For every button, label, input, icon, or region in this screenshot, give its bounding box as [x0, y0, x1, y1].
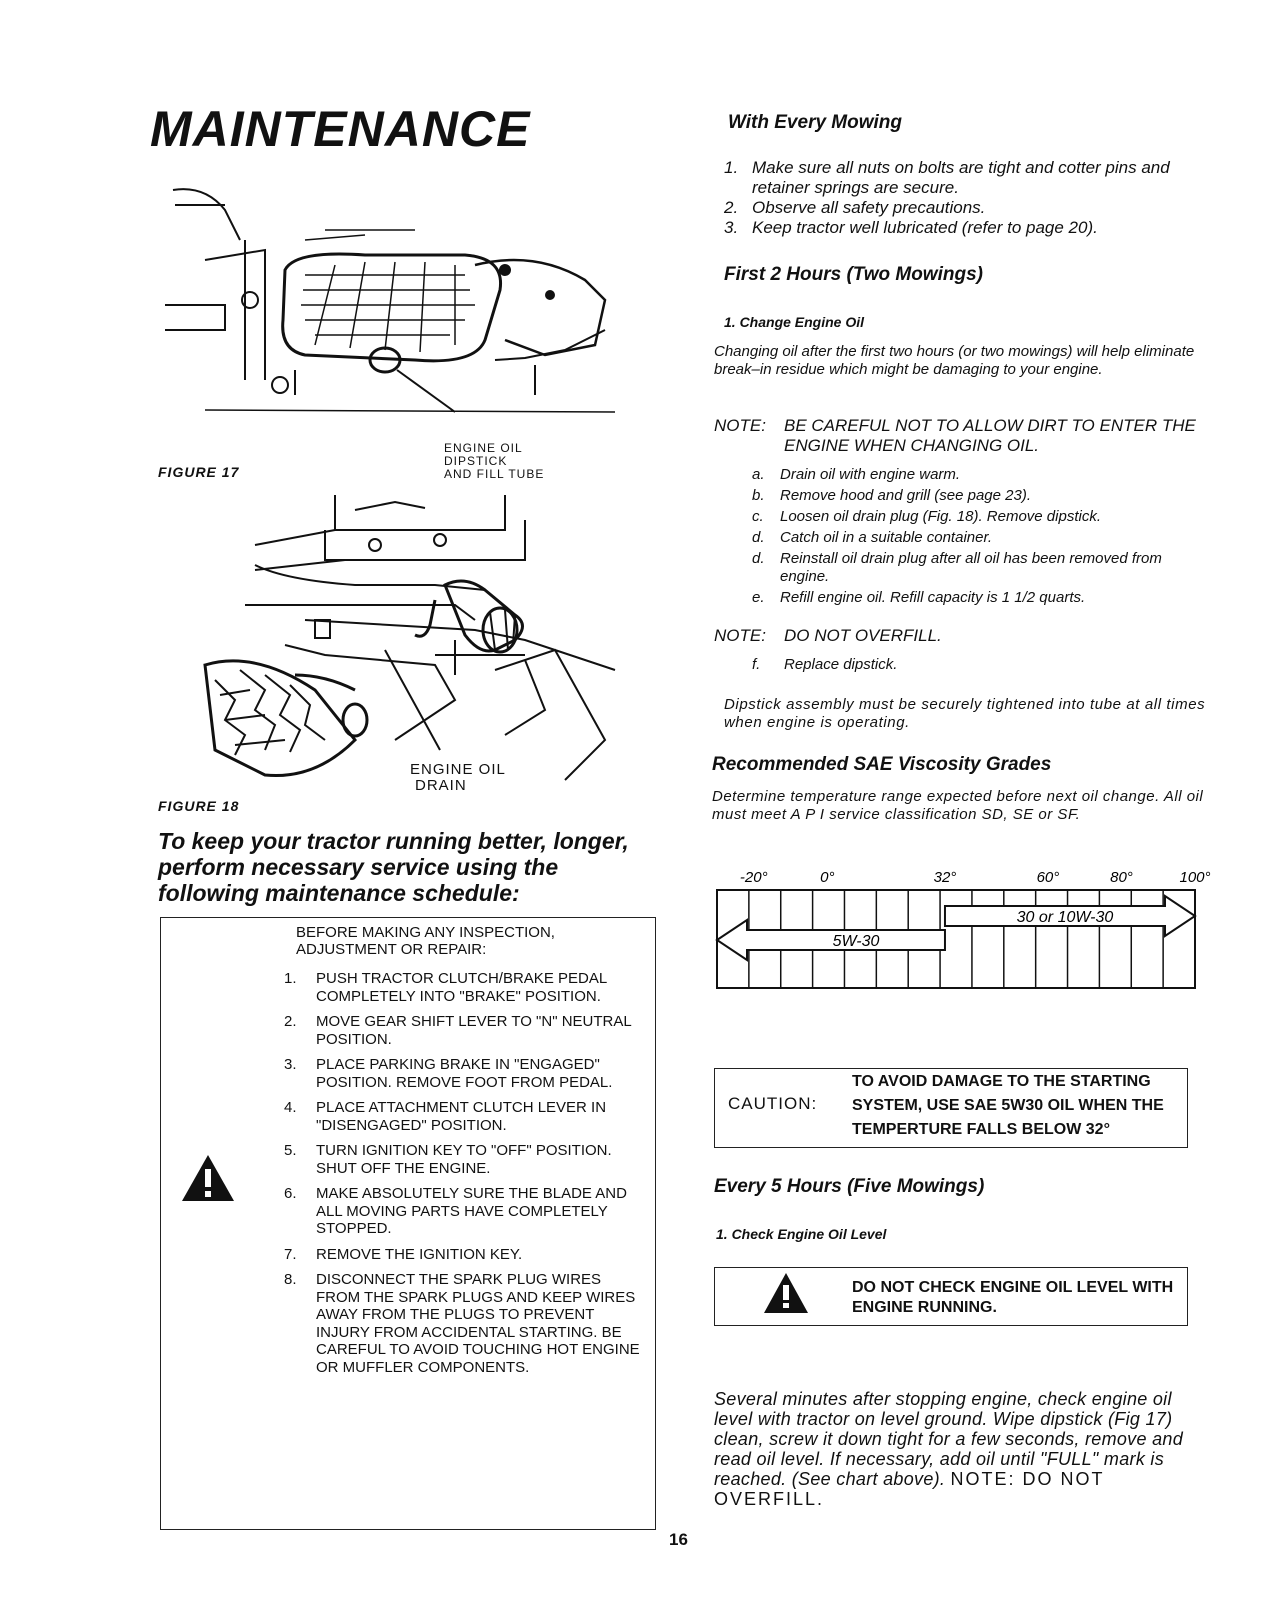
callout-line: ENGINE OIL — [410, 761, 506, 778]
step-text: Reinstall oil drain plug after all oil has been removed from engine. — [780, 550, 1162, 585]
step-text: Drain oil with engine warm. — [780, 466, 961, 483]
note-dirt — [714, 416, 1214, 456]
warning-text: DO NOT CHECK ENGINE OIL LEVEL WITH ENGINE RUNNING. — [852, 1279, 1174, 1316]
series-label: 30 or 10W-30 — [1016, 909, 1114, 926]
caution-text: TO AVOID DAMAGE TO THE STARTING SYSTEM, USE SAE 5W30 OIL WHEN THE TEMPERTURE FALLS BELOW 32° — [852, 1073, 1164, 1138]
series-bar-5w30 — [717, 920, 945, 960]
warning-triangle-icon — [180, 1153, 236, 1203]
item-number: 1. — [284, 970, 297, 987]
list-item — [284, 1246, 646, 1264]
list-item — [724, 218, 1214, 238]
item-number: 2. — [284, 1013, 297, 1030]
overfill-note: NOTE: DO NOT OVERFILL. — [714, 1469, 1105, 1509]
tick-label: 80° — [1110, 869, 1133, 886]
callout-line: DIPSTICK — [444, 454, 508, 468]
list-item — [752, 466, 1212, 484]
step-letter: d. — [752, 529, 765, 546]
item-number: 4. — [284, 1099, 297, 1116]
list-item — [284, 1185, 646, 1238]
change-oil-paragraph: Changing oil after the first two hours (or two mowings) will help eliminate break–in residue which might be damaging to your engine. — [714, 343, 1195, 378]
callout-line: AND FILL TUBE — [444, 467, 545, 481]
step-f — [752, 656, 897, 674]
item-number: 3. — [284, 1056, 297, 1073]
tick-label: -20° — [739, 869, 768, 886]
callout-line: ENGINE OIL — [444, 441, 523, 455]
series-label: 5W-30 — [832, 933, 880, 950]
tick-label: 100° — [1179, 869, 1211, 886]
item-text: PLACE ATTACHMENT CLUTCH LEVER IN "DISENGAGED" POSITION. — [316, 1099, 607, 1134]
oil-change-steps — [752, 466, 1212, 607]
check-oil-text: Several minutes after stopping engine, check engine oil level with tractor on level ground. Wipe dipstick (Fig 17) clean, screw it down tight for a few seconds, remove and read oil level. If necessary, add oil until "FULL" mark is reached. (See chart above). — [714, 1389, 1184, 1489]
viscosity-paragraph: Determine temperature range expected before next oil change. All oil must meet A P I service classification SD, SE or SF. — [712, 788, 1204, 823]
item-number: 1. — [724, 158, 739, 177]
item-text: DISCONNECT THE SPARK PLUG WIRES FROM THE SPARK PLUGS AND KEEP WIRES AWAY FROM THE PLUGS TO PREVENT INJURY FROM ACCIDENTAL STARTING. BE CAREFUL TO AVOID TOUCHING HOT ENGINE OR MUFFLER COMPONENTS. — [316, 1271, 640, 1376]
schedule-headline: To keep your tractor running better, longer, perform necessary service using the following maintenance schedule: — [158, 828, 629, 906]
figure-18-callout — [410, 762, 506, 794]
step-letter: e. — [752, 589, 765, 606]
list-item — [284, 1056, 646, 1091]
viscosity-chart — [712, 860, 1211, 1020]
item-text: Keep tractor well lubricated (refer to page 20). — [752, 218, 1098, 237]
list-item — [752, 487, 1212, 505]
figure-17-illustration — [165, 180, 625, 430]
warning-triangle-icon — [762, 1271, 810, 1315]
tick-label: 0° — [820, 869, 835, 886]
figure-17-label: FIGURE 17 — [158, 464, 240, 480]
caution-label: CAUTION: — [728, 1094, 818, 1113]
list-item — [724, 198, 1214, 218]
item-text: PLACE PARKING BRAKE IN "ENGAGED" POSITION. REMOVE FOOT FROM PEDAL. — [316, 1056, 613, 1091]
check-oil-paragraph — [714, 1389, 1214, 1509]
figure-18-illustration — [195, 490, 615, 790]
list-item — [284, 1271, 646, 1376]
list-item — [724, 158, 1214, 198]
item-number: 2. — [724, 198, 739, 217]
figure-18-label: FIGURE 18 — [158, 798, 240, 814]
note-label: NOTE: — [714, 626, 766, 645]
tick-label: 32° — [933, 869, 957, 886]
schedule-intro: BEFORE MAKING ANY INSPECTION, ADJUSTMENT OR REPAIR: — [296, 924, 555, 958]
step-letter: d. — [752, 550, 765, 567]
step-text: Loosen oil drain plug (Fig. 18). Remove dipstick. — [780, 508, 1101, 525]
section-heading-first-2-hours: First 2 Hours (Two Mowings) — [724, 264, 983, 285]
list-item — [752, 508, 1212, 526]
item-number: 5. — [284, 1142, 297, 1159]
note-label: NOTE: — [714, 416, 766, 435]
every-mowing-list — [724, 158, 1214, 238]
list-item — [752, 550, 1212, 586]
item-number: 7. — [284, 1245, 297, 1263]
item-text: PUSH TRACTOR CLUTCH/BRAKE PEDAL COMPLETELY INTO "BRAKE" POSITION. — [316, 970, 607, 1005]
section-heading-viscosity: Recommended SAE Viscosity Grades — [712, 754, 1052, 775]
step-text: Refill engine oil. Refill capacity is 1 1/2 quarts. — [780, 589, 1086, 606]
list-item — [752, 529, 1212, 547]
item-number: 3. — [724, 218, 739, 237]
item-text: MAKE ABSOLUTELY SURE THE BLADE AND ALL MOVING PARTS HAVE COMPLETELY STOPPED. — [316, 1185, 627, 1237]
step-letter: c. — [752, 508, 764, 525]
subheading-check-oil: 1. Check Engine Oil Level — [716, 1226, 887, 1242]
figure-17-callout — [444, 442, 544, 481]
step-letter: f. — [752, 656, 761, 673]
step-text: Replace dipstick. — [784, 656, 898, 673]
section-heading-every-5-hours: Every 5 Hours (Five Mowings) — [714, 1176, 985, 1197]
list-item — [752, 589, 1212, 607]
item-number: 8. — [284, 1271, 297, 1288]
list-item — [284, 1142, 646, 1177]
step-text: Catch oil in a suitable container. — [780, 529, 993, 546]
item-text: REMOVE THE IGNITION KEY. — [316, 1245, 523, 1263]
dipstick-note: Dipstick assembly must be securely tightened into tube at all times when engine is operating. — [724, 696, 1206, 731]
item-text: TURN IGNITION KEY TO "OFF" POSITION. SHUT OFF THE ENGINE. — [316, 1142, 612, 1177]
subheading-change-oil: 1. Change Engine Oil — [724, 314, 865, 330]
callout-line: DRAIN — [415, 777, 467, 794]
page-number: 16 — [669, 1530, 688, 1549]
tick-label: 60° — [1036, 869, 1060, 886]
item-text: Make sure all nuts on bolts are tight and cotter pins and retainer springs are secure. — [752, 158, 1170, 197]
item-text: MOVE GEAR SHIFT LEVER TO "N" NEUTRAL POSITION. — [316, 1013, 632, 1048]
note-text: DO NOT OVERFILL. — [784, 626, 942, 645]
schedule-list — [284, 970, 646, 1384]
step-letter: a. — [752, 466, 765, 483]
item-number: 6. — [284, 1185, 297, 1202]
list-item — [284, 1099, 646, 1134]
note-text: BE CAREFUL NOT TO ALLOW DIRT TO ENTER THE ENGINE WHEN CHANGING OIL. — [784, 416, 1196, 455]
item-text: Observe all safety precautions. — [752, 198, 986, 217]
list-item — [284, 970, 646, 1005]
page-title: MAINTENANCE — [150, 101, 531, 157]
step-letter: b. — [752, 487, 765, 504]
list-item — [284, 1013, 646, 1048]
section-heading-every-mowing: With Every Mowing — [728, 112, 903, 133]
step-text: Remove hood and grill (see page 23). — [780, 487, 1031, 504]
note-overfill — [714, 626, 1194, 646]
